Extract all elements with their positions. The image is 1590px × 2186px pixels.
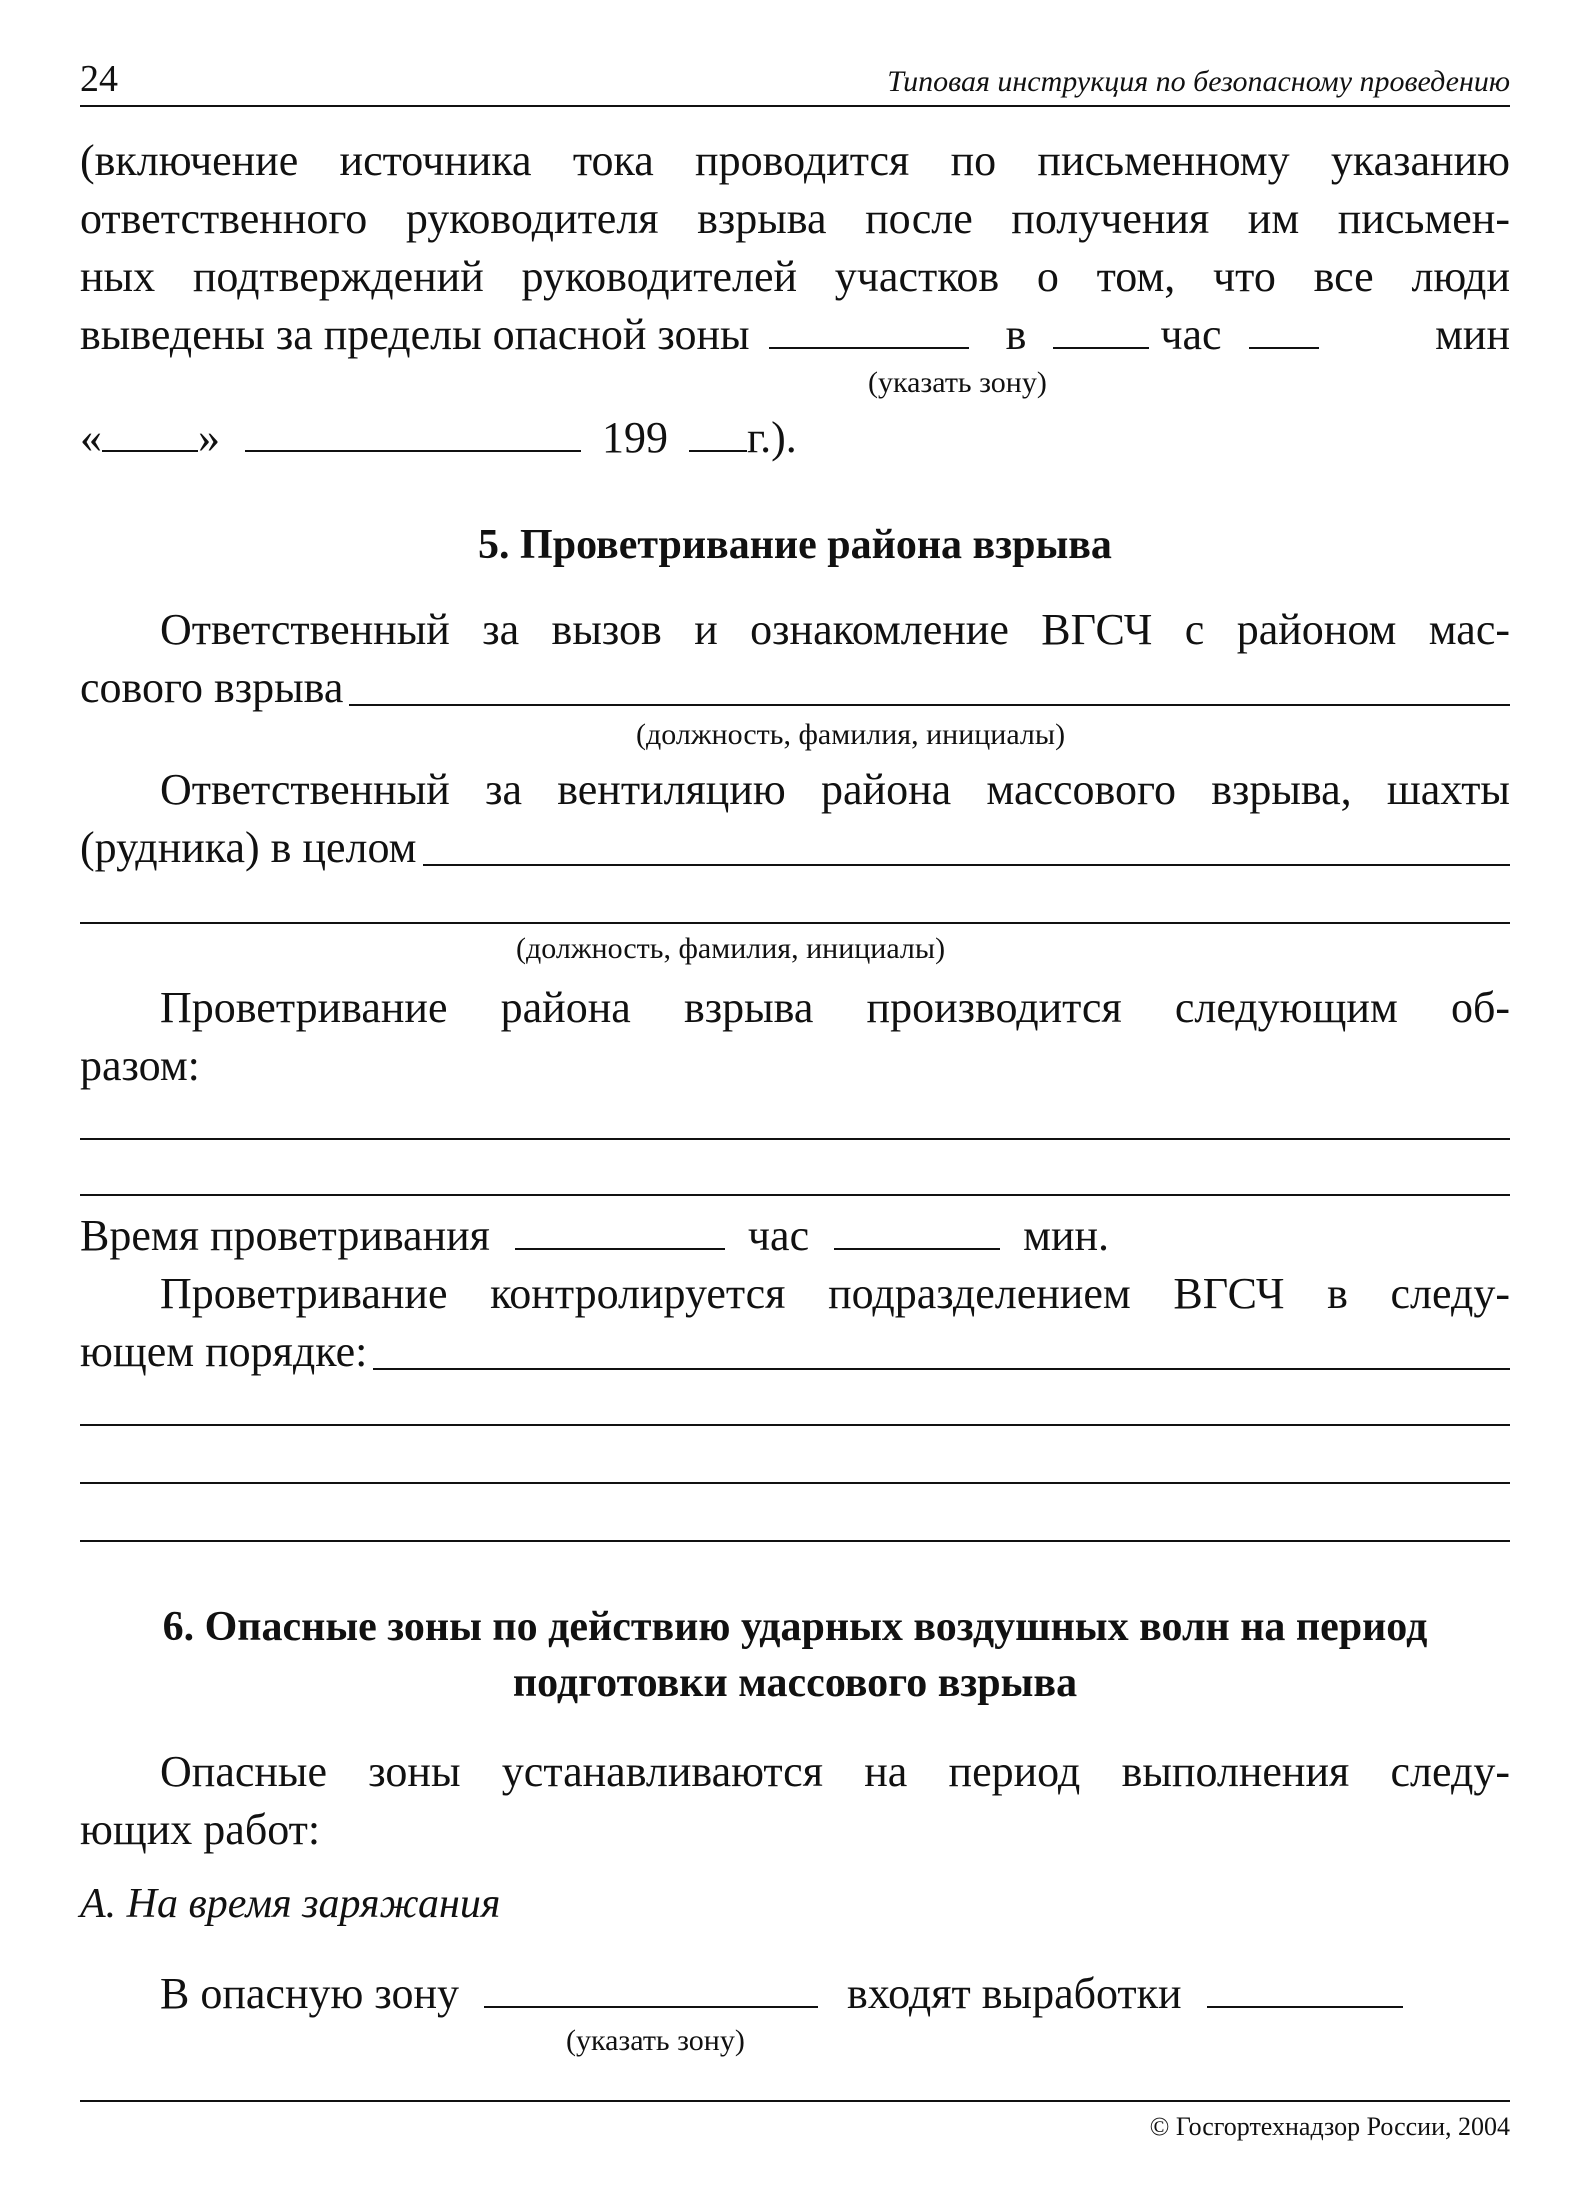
copyright: © Госгортехнадзор России, 2004 (1149, 2112, 1510, 2141)
time-min: мин. (1023, 1211, 1110, 1260)
s5-p1-line2 (80, 660, 1510, 716)
caption-zone-2: (указать зону) (566, 2024, 745, 2057)
control-order-blank (373, 1330, 1510, 1370)
blank-rule (80, 1194, 1510, 1196)
blank-rule (80, 1138, 1510, 1140)
caption-position-2: (должность, фамилия, инициалы) (516, 932, 946, 965)
blank-rule (80, 1482, 1510, 1484)
time-hour-blank (515, 1210, 725, 1250)
s6-p1-line2: ющих работ: (80, 1805, 321, 1854)
year-blank (689, 412, 747, 452)
responsible-vgsch-blank (349, 666, 1510, 706)
blank-rule (80, 922, 1510, 924)
page-number: 24 (80, 58, 118, 100)
s5-p3-line2: разом: (80, 1041, 200, 1090)
s6-subhead: А. На время заряжания (80, 1881, 501, 1927)
s5-p2-line2 (80, 820, 1510, 876)
page-header (80, 55, 1510, 107)
s6-zone-text2: входят выработки (847, 1969, 1182, 2018)
section-6-title-line2: подготовки массового взрыва (512, 1660, 1078, 1706)
s6-zone-line (80, 1966, 1510, 2022)
date-open-quote: « (80, 413, 102, 462)
s6-workings-blank (1207, 1968, 1403, 2008)
minute-blank (1249, 309, 1319, 349)
intro-line-4-text: выведены за пределы опасной зоны (80, 310, 750, 359)
footer-rule (80, 2100, 1510, 2102)
intro-line-1: (включение источника тока проводится по письменному указанию (80, 136, 1510, 185)
time-chas: час (747, 1211, 810, 1260)
month-blank (245, 412, 581, 452)
responsible-ventilation-blank (423, 826, 1511, 866)
running-title: Типовая инструкция по безопасному проведению (887, 65, 1510, 98)
caption-zone-1: (указать зону) (868, 366, 1047, 399)
s6-zone-blank (484, 1968, 818, 2008)
section-5-title: 5. Проветривание района взрыва (478, 522, 1112, 568)
intro-line-2: ответственного руководителя взрыва после получения им письмен- (80, 194, 1510, 243)
intro-v: в (1005, 310, 1027, 359)
day-blank (102, 412, 198, 452)
date-line (80, 410, 1510, 466)
s5-p2-line1: Ответственный за вентиляцию района массового взрыва, шахты (160, 765, 1510, 814)
s5-p2-line2-text: (рудника) в целом (80, 823, 417, 872)
time-line (80, 1208, 1510, 1264)
year-suffix: г.). (747, 413, 797, 462)
s5-p1-line2-text: сового взрыва (80, 663, 344, 712)
section-6-title-line1: 6. Опасные зоны по действию ударных воздушных волн на период (162, 1604, 1428, 1650)
intro-line-4 (80, 307, 1510, 363)
s5-p1-line1: Ответственный за вызов и ознакомление ВГСЧ с районом мас- (160, 605, 1510, 654)
date-close-quote: » (198, 413, 220, 462)
time-label: Время проветривания (80, 1211, 490, 1260)
s6-zone-text: В опасную зону (160, 1969, 460, 2018)
blank-rule (80, 1424, 1510, 1426)
time-minute-blank (834, 1210, 1000, 1250)
year-prefix: 199 (602, 413, 668, 462)
s6-p1-line1: Опасные зоны устанавливаются на период выполнения следу- (160, 1747, 1510, 1796)
caption-position-1: (должность, фамилия, инициалы) (636, 718, 1066, 751)
intro-line-3: ных подтверждений руководителей участков о том, что все люди (80, 252, 1510, 301)
s5-p4-line2-text: ющем порядке: (80, 1327, 368, 1376)
intro-chas: час (1160, 310, 1222, 359)
hour-blank (1053, 309, 1149, 349)
s5-p4-line2 (80, 1324, 1510, 1380)
intro-min: мин (1435, 310, 1510, 359)
s5-p3-line1: Проветривание района взрыва производится следующим об- (160, 983, 1510, 1032)
s5-p4-line1: Проветривание контролируется подразделением ВГСЧ в следу- (160, 1269, 1510, 1318)
blank-rule (80, 1540, 1510, 1542)
zone-blank (769, 309, 969, 349)
